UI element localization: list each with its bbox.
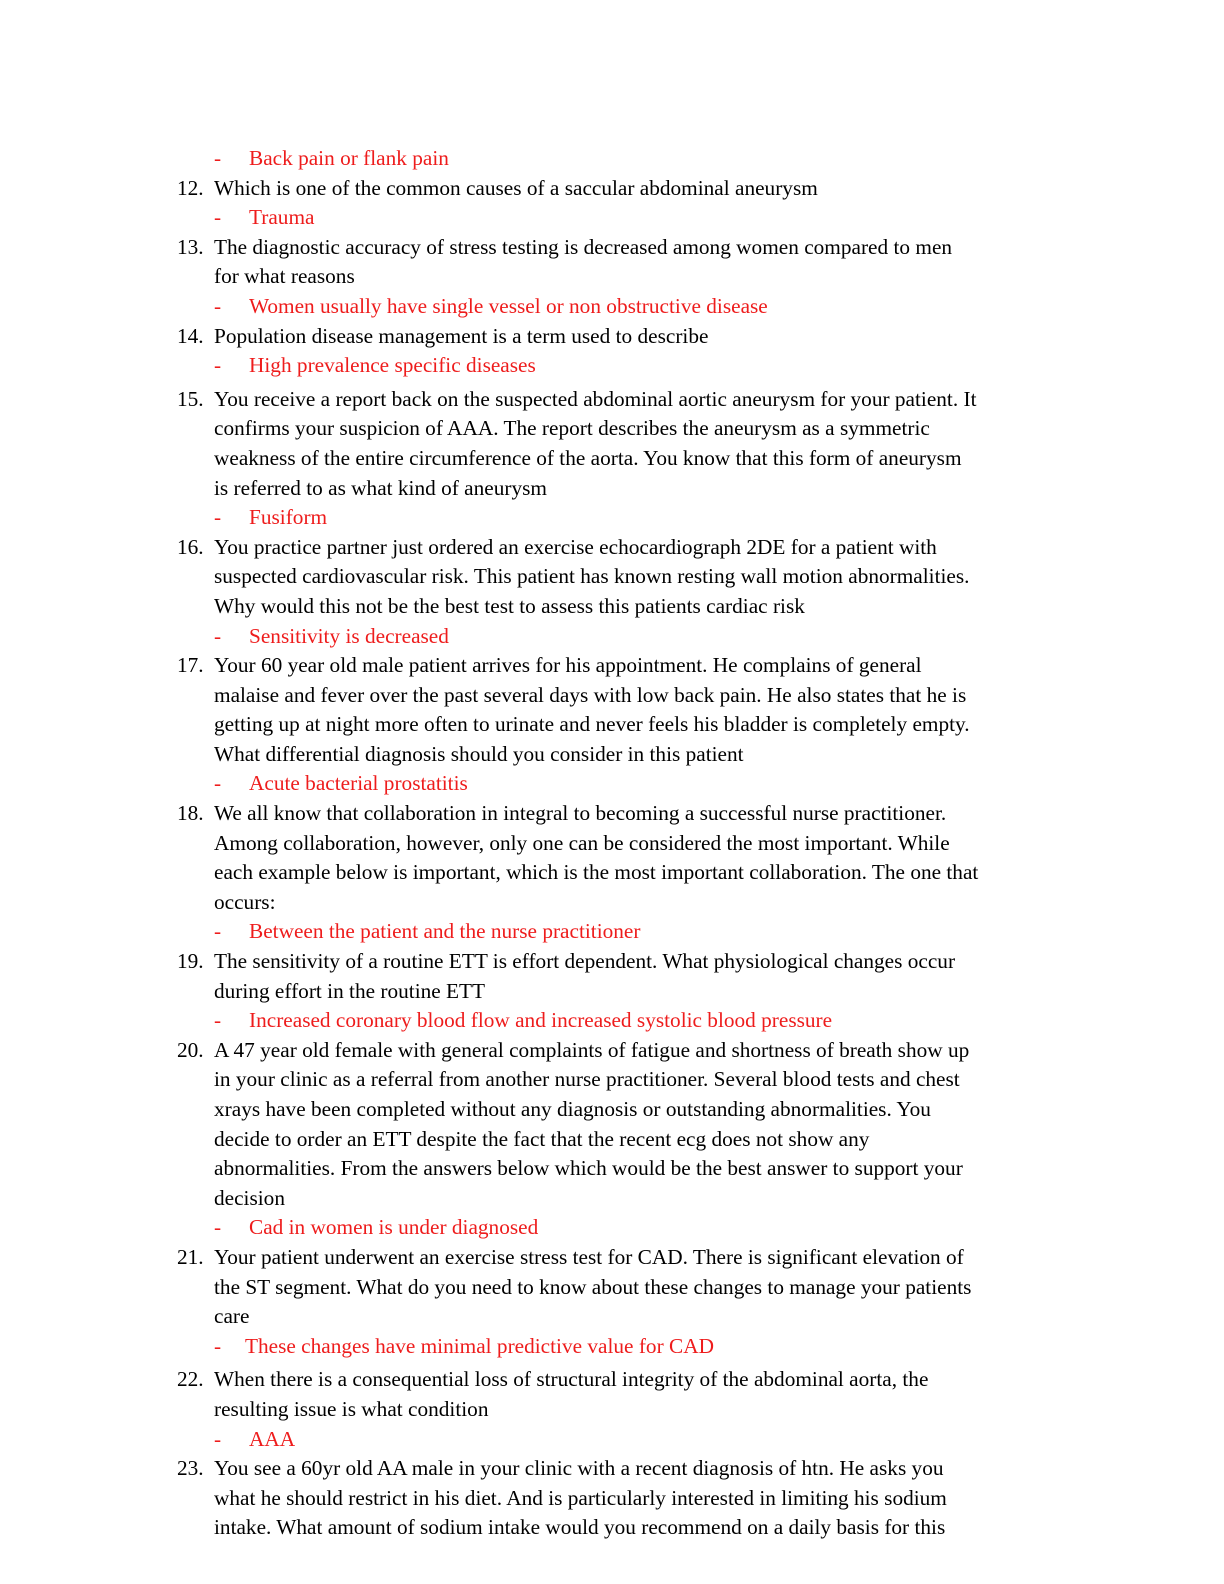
question-text: The diagnostic accuracy of stress testing is decreased among women compared to men <box>214 234 953 259</box>
answer-dash: - <box>214 1333 222 1358</box>
question-text: getting up at night more often to urinate and never feels his bladder is completely empty. <box>214 712 970 737</box>
question-text: What differential diagnosis should you consider in this patient <box>214 741 744 766</box>
question-line <box>0 977 1224 1007</box>
answer-dash: - <box>214 771 222 796</box>
question-text: When there is a consequential loss of structural integrity of the abdominal aorta, the <box>214 1367 929 1392</box>
question-number: 19. <box>177 949 204 974</box>
answer-line <box>0 1006 1224 1036</box>
question-text: You see a 60yr old AA male in your clinic with a recent diagnosis of htn. He asks you <box>214 1456 944 1481</box>
answer-text: Fusiform <box>249 505 328 530</box>
question-text: care <box>214 1304 250 1329</box>
answer-text: High prevalence specific diseases <box>249 353 536 378</box>
answer-text: Increased coronary blood flow and increased systolic blood pressure <box>249 1008 833 1033</box>
question-text: weakness of the entire circumference of the aorta. You know that this form of aneurysm <box>214 445 962 470</box>
question-line <box>0 1513 1224 1543</box>
question-text: decide to order an ETT despite the fact that the recent ecg does not show any <box>214 1126 870 1151</box>
question-number: 13. <box>177 234 204 259</box>
question-text: each example below is important, which is the most important collaboration. The one that <box>214 860 979 885</box>
question-text: The sensitivity of a routine ETT is effort dependent. What physiological changes occur <box>214 949 956 974</box>
answer-dash: - <box>214 1215 222 1240</box>
question-line <box>0 414 1224 444</box>
answer-line <box>0 351 1224 381</box>
question-number: 23. <box>177 1456 204 1481</box>
question-text: Population disease management is a term used to describe <box>214 323 709 348</box>
question-number: 18. <box>177 801 204 826</box>
question-text: Among collaboration, however, only one can be considered the most important. While <box>214 830 950 855</box>
question-line <box>0 1125 1224 1155</box>
question-line <box>0 562 1224 592</box>
answer-line <box>0 144 1224 174</box>
question-line <box>0 1243 1224 1273</box>
question-text: abnormalities. From the answers below which would be the best answer to support your <box>214 1156 963 1181</box>
question-text: Your patient underwent an exercise stress test for CAD. There is significant elevation of <box>214 1244 964 1269</box>
question-number: 12. <box>177 175 204 200</box>
question-text: is referred to as what kind of aneurysm <box>214 475 547 500</box>
question-number: 20. <box>177 1037 204 1062</box>
answer-line <box>0 917 1224 947</box>
answer-line <box>0 769 1224 799</box>
question-text: Your 60 year old male patient arrives for his appointment. He complains of general <box>214 653 922 678</box>
answer-dash: - <box>214 1426 222 1451</box>
question-line <box>0 533 1224 563</box>
question-line <box>0 858 1224 888</box>
question-text: occurs: <box>214 889 276 914</box>
question-line <box>0 1484 1224 1514</box>
answer-dash: - <box>214 623 222 648</box>
question-line <box>0 740 1224 770</box>
question-text: decision <box>214 1185 285 1210</box>
question-number: 14. <box>177 323 204 348</box>
answer-text: Acute bacterial prostatitis <box>249 771 468 796</box>
question-number: 22. <box>177 1367 204 1392</box>
question-line <box>0 444 1224 474</box>
question-number: 17. <box>177 653 204 678</box>
answer-line <box>0 1213 1224 1243</box>
question-line <box>0 947 1224 977</box>
answer-text: Sensitivity is decreased <box>249 623 449 648</box>
answer-line <box>0 503 1224 533</box>
answer-line <box>0 1332 1224 1362</box>
question-line <box>0 385 1224 415</box>
question-number: 16. <box>177 534 204 559</box>
answer-dash: - <box>214 353 222 378</box>
question-text: suspected cardiovascular risk. This patient has known resting wall motion abnormalities. <box>214 564 970 589</box>
question-line <box>0 322 1224 352</box>
question-text: what he should restrict in his diet. And is particularly interested in limiting his sodium <box>214 1485 947 1510</box>
question-line <box>0 799 1224 829</box>
question-line <box>0 1184 1224 1214</box>
question-line <box>0 1154 1224 1184</box>
answer-text: Cad in women is under diagnosed <box>249 1215 539 1240</box>
question-number: 21. <box>177 1244 204 1269</box>
question-text: in your clinic as a referral from another nurse practitioner. Several blood tests and chest <box>214 1067 960 1092</box>
answer-dash: - <box>214 205 222 230</box>
answer-line <box>0 292 1224 322</box>
question-text: the ST segment. What do you need to know about these changes to manage your patients <box>214 1274 972 1299</box>
question-text: You practice partner just ordered an exercise echocardiograph 2DE for a patient with <box>214 534 937 559</box>
question-line <box>0 1065 1224 1095</box>
question-line <box>0 1095 1224 1125</box>
question-line <box>0 1036 1224 1066</box>
answer-text: Trauma <box>249 205 315 230</box>
question-text: confirms your suspicion of AAA. The report describes the aneurysm as a symmetric <box>214 416 930 441</box>
answer-dash: - <box>214 919 222 944</box>
question-line <box>0 592 1224 622</box>
question-line <box>0 710 1224 740</box>
question-text: intake. What amount of sodium intake would you recommend on a daily basis for this <box>214 1515 946 1540</box>
answer-line <box>0 1425 1224 1455</box>
answer-text: These changes have minimal predictive value for CAD <box>245 1333 714 1358</box>
question-line <box>0 829 1224 859</box>
answer-line <box>0 622 1224 652</box>
question-text: for what reasons <box>214 264 355 289</box>
answer-dash: - <box>214 146 222 170</box>
question-line <box>0 1302 1224 1332</box>
question-line <box>0 1365 1224 1395</box>
question-line <box>0 474 1224 504</box>
question-text: Which is one of the common causes of a saccular abdominal aneurysm <box>214 175 818 200</box>
question-line <box>0 233 1224 263</box>
question-text: during effort in the routine ETT <box>214 978 486 1003</box>
question-line <box>0 888 1224 918</box>
answer-text: Back pain or flank pain <box>249 146 449 170</box>
answer-text: Between the patient and the nurse practitioner <box>249 919 641 944</box>
answer-dash: - <box>214 293 222 318</box>
question-text: resulting issue is what condition <box>214 1396 489 1421</box>
question-list <box>0 144 1224 1543</box>
answer-dash: - <box>214 1008 222 1033</box>
answer-text: AAA <box>249 1426 296 1451</box>
question-text: A 47 year old female with general complaints of fatigue and shortness of breath show up <box>214 1037 970 1062</box>
question-line <box>0 262 1224 292</box>
question-line <box>0 1395 1224 1425</box>
answer-dash: - <box>214 505 222 530</box>
question-text: malaise and fever over the past several days with low back pain. He also states that he is <box>214 682 967 707</box>
question-line <box>0 1273 1224 1303</box>
question-text: You receive a report back on the suspected abdominal aortic aneurysm for your patient. It <box>214 386 977 411</box>
question-line <box>0 681 1224 711</box>
question-text: xrays have been completed without any diagnosis or outstanding abnormalities. You <box>214 1097 931 1121</box>
question-number: 15. <box>177 386 204 411</box>
answer-line <box>0 203 1224 233</box>
question-line <box>0 174 1224 204</box>
answer-text: Women usually have single vessel or non obstructive disease <box>249 293 768 318</box>
question-text: Why would this not be the best test to assess this patients cardiac risk <box>214 593 805 618</box>
question-line <box>0 1454 1224 1484</box>
question-line <box>0 651 1224 681</box>
question-text: We all know that collaboration in integral to becoming a successful nurse practitioner. <box>214 801 947 826</box>
